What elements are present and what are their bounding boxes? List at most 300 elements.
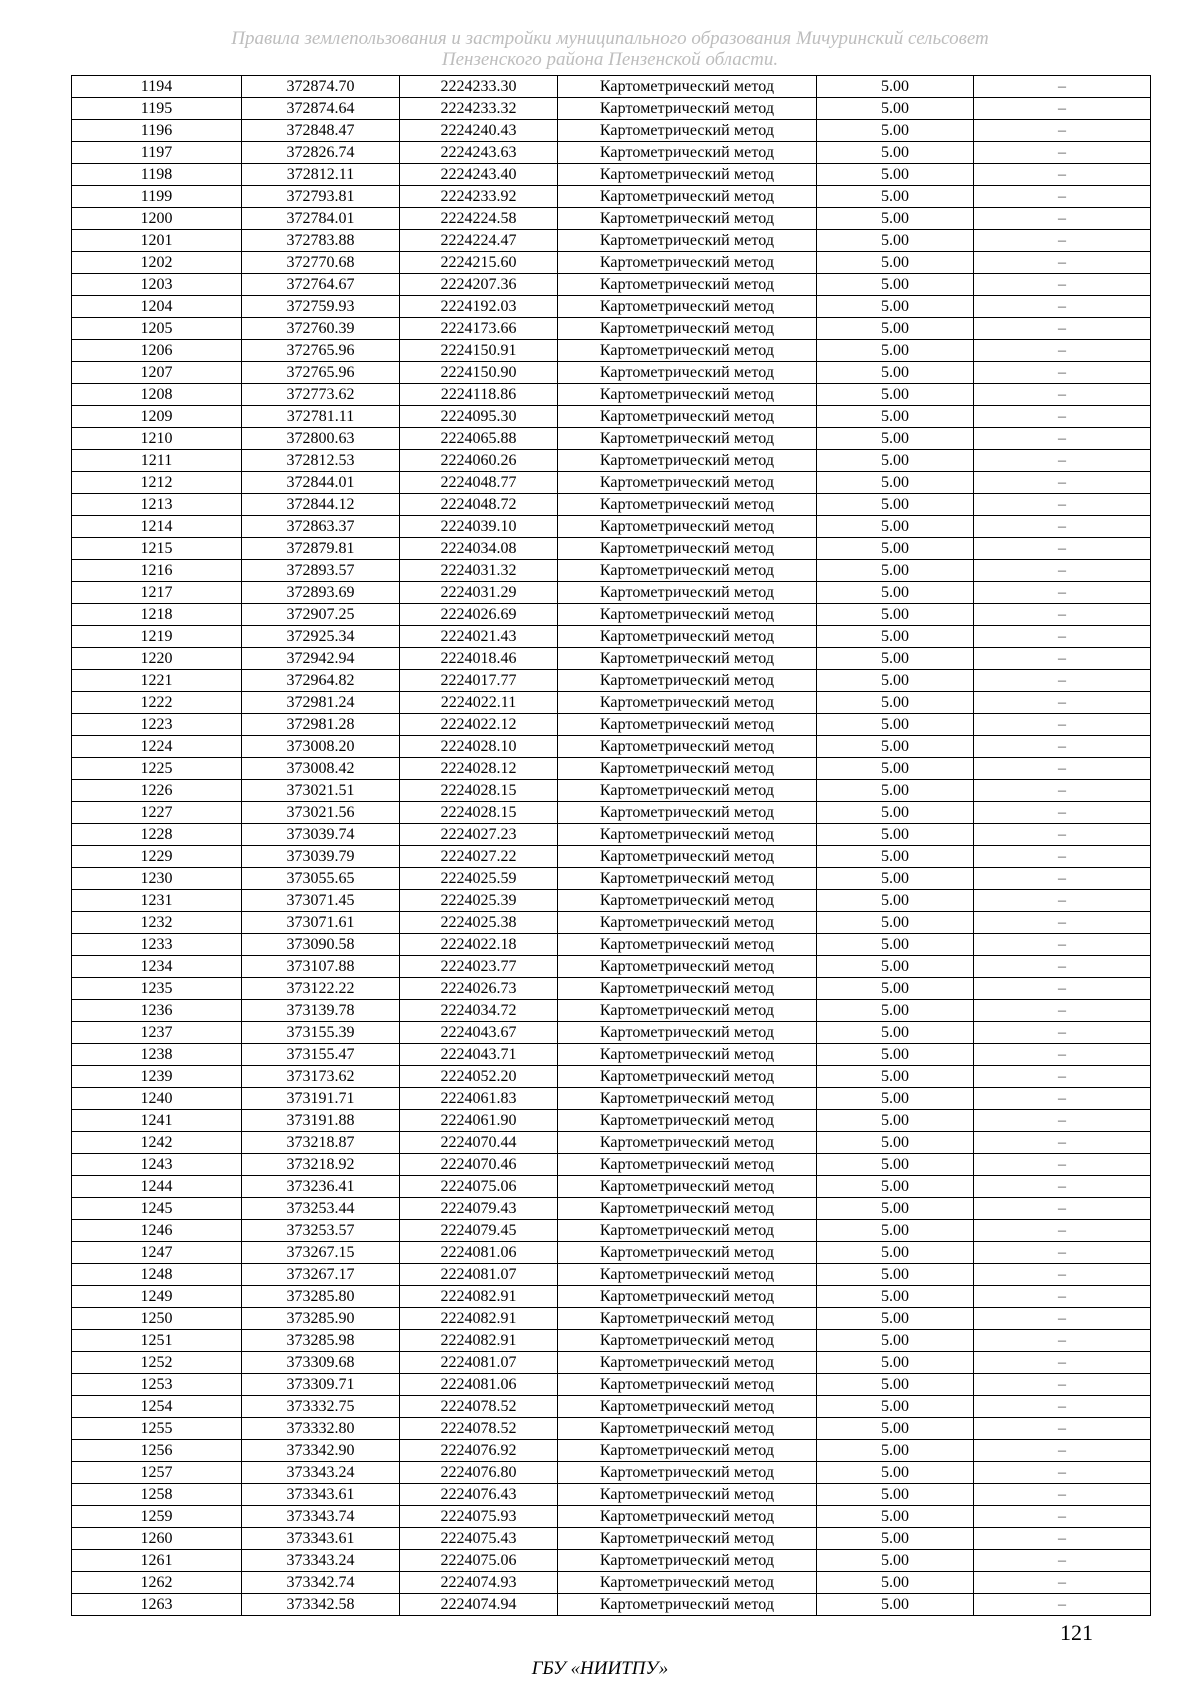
method-cell: Картометрический метод bbox=[558, 890, 817, 912]
point-number-cell: 1223 bbox=[72, 714, 242, 736]
page-header bbox=[70, 28, 1150, 70]
table-row bbox=[72, 1022, 1151, 1044]
method-cell: Картометрический метод bbox=[558, 384, 817, 406]
table-row bbox=[72, 428, 1151, 450]
point-number-cell: 1195 bbox=[72, 98, 242, 120]
point-number-cell: 1262 bbox=[72, 1572, 242, 1594]
y-coordinate-cell: 2224070.46 bbox=[400, 1154, 558, 1176]
point-number-cell: 1211 bbox=[72, 450, 242, 472]
method-cell: Картометрический метод bbox=[558, 560, 817, 582]
x-coordinate-cell: 372765.96 bbox=[242, 340, 400, 362]
y-coordinate-cell: 2224027.22 bbox=[400, 846, 558, 868]
point-number-cell: 1217 bbox=[72, 582, 242, 604]
method-cell: Картометрический метод bbox=[558, 1594, 817, 1616]
x-coordinate-cell: 373285.80 bbox=[242, 1286, 400, 1308]
accuracy-cell: 5.00 bbox=[817, 604, 974, 626]
description-cell: – bbox=[974, 516, 1151, 538]
description-cell: – bbox=[974, 1528, 1151, 1550]
accuracy-cell: 5.00 bbox=[817, 428, 974, 450]
x-coordinate-cell: 373021.56 bbox=[242, 802, 400, 824]
table-row bbox=[72, 670, 1151, 692]
method-cell: Картометрический метод bbox=[558, 1110, 817, 1132]
method-cell: Картометрический метод bbox=[558, 868, 817, 890]
y-coordinate-cell: 2224028.10 bbox=[400, 736, 558, 758]
table-row bbox=[72, 1176, 1151, 1198]
description-cell: – bbox=[974, 1594, 1151, 1616]
coordinates-table-body bbox=[72, 76, 1151, 1616]
y-coordinate-cell: 2224075.06 bbox=[400, 1176, 558, 1198]
table-row bbox=[72, 626, 1151, 648]
description-cell: – bbox=[974, 1418, 1151, 1440]
description-cell: – bbox=[974, 1022, 1151, 1044]
point-number-cell: 1200 bbox=[72, 208, 242, 230]
y-coordinate-cell: 2224079.45 bbox=[400, 1220, 558, 1242]
y-coordinate-cell: 2224018.46 bbox=[400, 648, 558, 670]
x-coordinate-cell: 372800.63 bbox=[242, 428, 400, 450]
y-coordinate-cell: 2224028.12 bbox=[400, 758, 558, 780]
method-cell: Картометрический метод bbox=[558, 604, 817, 626]
table-row bbox=[72, 208, 1151, 230]
description-cell: – bbox=[974, 340, 1151, 362]
x-coordinate-cell: 373343.61 bbox=[242, 1528, 400, 1550]
accuracy-cell: 5.00 bbox=[817, 626, 974, 648]
x-coordinate-cell: 372812.11 bbox=[242, 164, 400, 186]
x-coordinate-cell: 373218.87 bbox=[242, 1132, 400, 1154]
table-row bbox=[72, 1308, 1151, 1330]
table-row bbox=[72, 384, 1151, 406]
accuracy-cell: 5.00 bbox=[817, 736, 974, 758]
accuracy-cell: 5.00 bbox=[817, 956, 974, 978]
y-coordinate-cell: 2224082.91 bbox=[400, 1308, 558, 1330]
table-row bbox=[72, 780, 1151, 802]
table-row bbox=[72, 1264, 1151, 1286]
y-coordinate-cell: 2224150.90 bbox=[400, 362, 558, 384]
method-cell: Картометрический метод bbox=[558, 1484, 817, 1506]
table-row bbox=[72, 274, 1151, 296]
description-cell: – bbox=[974, 538, 1151, 560]
point-number-cell: 1246 bbox=[72, 1220, 242, 1242]
x-coordinate-cell: 372844.01 bbox=[242, 472, 400, 494]
point-number-cell: 1224 bbox=[72, 736, 242, 758]
x-coordinate-cell: 372874.70 bbox=[242, 76, 400, 98]
description-cell: – bbox=[974, 362, 1151, 384]
table-row bbox=[72, 1154, 1151, 1176]
description-cell: – bbox=[974, 956, 1151, 978]
method-cell: Картометрический метод bbox=[558, 1330, 817, 1352]
accuracy-cell: 5.00 bbox=[817, 912, 974, 934]
description-cell: – bbox=[974, 142, 1151, 164]
method-cell: Картометрический метод bbox=[558, 208, 817, 230]
x-coordinate-cell: 373173.62 bbox=[242, 1066, 400, 1088]
accuracy-cell: 5.00 bbox=[817, 582, 974, 604]
accuracy-cell: 5.00 bbox=[817, 934, 974, 956]
description-cell: – bbox=[974, 296, 1151, 318]
y-coordinate-cell: 2224095.30 bbox=[400, 406, 558, 428]
table-row bbox=[72, 758, 1151, 780]
y-coordinate-cell: 2224025.59 bbox=[400, 868, 558, 890]
method-cell: Картометрический метод bbox=[558, 142, 817, 164]
accuracy-cell: 5.00 bbox=[817, 1044, 974, 1066]
y-coordinate-cell: 2224022.11 bbox=[400, 692, 558, 714]
y-coordinate-cell: 2224150.91 bbox=[400, 340, 558, 362]
method-cell: Картометрический метод bbox=[558, 274, 817, 296]
header-line-1: Правила землепользования и застройки муниципального образования Мичуринский сельсовет bbox=[231, 28, 989, 49]
x-coordinate-cell: 373039.79 bbox=[242, 846, 400, 868]
table-row bbox=[72, 868, 1151, 890]
table-row bbox=[72, 252, 1151, 274]
accuracy-cell: 5.00 bbox=[817, 208, 974, 230]
method-cell: Картометрический метод bbox=[558, 1418, 817, 1440]
point-number-cell: 1249 bbox=[72, 1286, 242, 1308]
method-cell: Картометрический метод bbox=[558, 714, 817, 736]
accuracy-cell: 5.00 bbox=[817, 274, 974, 296]
point-number-cell: 1257 bbox=[72, 1462, 242, 1484]
accuracy-cell: 5.00 bbox=[817, 142, 974, 164]
accuracy-cell: 5.00 bbox=[817, 758, 974, 780]
y-coordinate-cell: 2224207.36 bbox=[400, 274, 558, 296]
point-number-cell: 1209 bbox=[72, 406, 242, 428]
description-cell: – bbox=[974, 824, 1151, 846]
accuracy-cell: 5.00 bbox=[817, 1528, 974, 1550]
table-row bbox=[72, 934, 1151, 956]
method-cell: Картометрический метод bbox=[558, 296, 817, 318]
table-row bbox=[72, 1132, 1151, 1154]
table-row bbox=[72, 472, 1151, 494]
point-number-cell: 1247 bbox=[72, 1242, 242, 1264]
accuracy-cell: 5.00 bbox=[817, 1396, 974, 1418]
method-cell: Картометрический метод bbox=[558, 362, 817, 384]
table-row bbox=[72, 890, 1151, 912]
point-number-cell: 1194 bbox=[72, 76, 242, 98]
method-cell: Картометрический метод bbox=[558, 1286, 817, 1308]
y-coordinate-cell: 2224026.69 bbox=[400, 604, 558, 626]
table-row bbox=[72, 1396, 1151, 1418]
method-cell: Картометрический метод bbox=[558, 626, 817, 648]
table-row bbox=[72, 978, 1151, 1000]
accuracy-cell: 5.00 bbox=[817, 494, 974, 516]
x-coordinate-cell: 372793.81 bbox=[242, 186, 400, 208]
x-coordinate-cell: 373218.92 bbox=[242, 1154, 400, 1176]
point-number-cell: 1212 bbox=[72, 472, 242, 494]
accuracy-cell: 5.00 bbox=[817, 76, 974, 98]
method-cell: Картометрический метод bbox=[558, 1462, 817, 1484]
method-cell: Картометрический метод bbox=[558, 494, 817, 516]
description-cell: – bbox=[974, 736, 1151, 758]
point-number-cell: 1196 bbox=[72, 120, 242, 142]
table-row bbox=[72, 692, 1151, 714]
method-cell: Картометрический метод bbox=[558, 252, 817, 274]
accuracy-cell: 5.00 bbox=[817, 890, 974, 912]
y-coordinate-cell: 2224224.47 bbox=[400, 230, 558, 252]
y-coordinate-cell: 2224022.12 bbox=[400, 714, 558, 736]
point-number-cell: 1228 bbox=[72, 824, 242, 846]
page-footer: ГБУ «НИИТПУ» bbox=[531, 1658, 669, 1679]
accuracy-cell: 5.00 bbox=[817, 164, 974, 186]
table-row bbox=[72, 142, 1151, 164]
description-cell: – bbox=[974, 890, 1151, 912]
accuracy-cell: 5.00 bbox=[817, 296, 974, 318]
point-number-cell: 1236 bbox=[72, 1000, 242, 1022]
description-cell: – bbox=[974, 1352, 1151, 1374]
table-row bbox=[72, 560, 1151, 582]
point-number-cell: 1225 bbox=[72, 758, 242, 780]
table-row bbox=[72, 1088, 1151, 1110]
accuracy-cell: 5.00 bbox=[817, 1506, 974, 1528]
table-row bbox=[72, 582, 1151, 604]
x-coordinate-cell: 373342.90 bbox=[242, 1440, 400, 1462]
description-cell: – bbox=[974, 846, 1151, 868]
accuracy-cell: 5.00 bbox=[817, 824, 974, 846]
description-cell: – bbox=[974, 252, 1151, 274]
x-coordinate-cell: 373253.57 bbox=[242, 1220, 400, 1242]
y-coordinate-cell: 2224233.30 bbox=[400, 76, 558, 98]
description-cell: – bbox=[974, 1220, 1151, 1242]
point-number-cell: 1254 bbox=[72, 1396, 242, 1418]
x-coordinate-cell: 373021.51 bbox=[242, 780, 400, 802]
y-coordinate-cell: 2224076.43 bbox=[400, 1484, 558, 1506]
point-number-cell: 1234 bbox=[72, 956, 242, 978]
y-coordinate-cell: 2224052.20 bbox=[400, 1066, 558, 1088]
header-line-2: Пензенского района Пензенской области. bbox=[441, 49, 779, 70]
description-cell: – bbox=[974, 406, 1151, 428]
method-cell: Картометрический метод bbox=[558, 1132, 817, 1154]
x-coordinate-cell: 372781.11 bbox=[242, 406, 400, 428]
accuracy-cell: 5.00 bbox=[817, 1594, 974, 1616]
description-cell: – bbox=[974, 230, 1151, 252]
point-number-cell: 1207 bbox=[72, 362, 242, 384]
method-cell: Картометрический метод bbox=[558, 846, 817, 868]
y-coordinate-cell: 2224118.86 bbox=[400, 384, 558, 406]
point-number-cell: 1218 bbox=[72, 604, 242, 626]
point-number-cell: 1256 bbox=[72, 1440, 242, 1462]
y-coordinate-cell: 2224240.43 bbox=[400, 120, 558, 142]
x-coordinate-cell: 372907.25 bbox=[242, 604, 400, 626]
description-cell: – bbox=[974, 1110, 1151, 1132]
accuracy-cell: 5.00 bbox=[817, 406, 974, 428]
description-cell: – bbox=[974, 450, 1151, 472]
method-cell: Картометрический метод bbox=[558, 582, 817, 604]
x-coordinate-cell: 373155.47 bbox=[242, 1044, 400, 1066]
point-number-cell: 1235 bbox=[72, 978, 242, 1000]
method-cell: Картометрический метод bbox=[558, 1176, 817, 1198]
accuracy-cell: 5.00 bbox=[817, 802, 974, 824]
accuracy-cell: 5.00 bbox=[817, 120, 974, 142]
x-coordinate-cell: 373155.39 bbox=[242, 1022, 400, 1044]
method-cell: Картометрический метод bbox=[558, 1088, 817, 1110]
y-coordinate-cell: 2224233.92 bbox=[400, 186, 558, 208]
accuracy-cell: 5.00 bbox=[817, 186, 974, 208]
point-number-cell: 1252 bbox=[72, 1352, 242, 1374]
description-cell: – bbox=[974, 626, 1151, 648]
y-coordinate-cell: 2224074.94 bbox=[400, 1594, 558, 1616]
accuracy-cell: 5.00 bbox=[817, 230, 974, 252]
point-number-cell: 1244 bbox=[72, 1176, 242, 1198]
description-cell: – bbox=[974, 1308, 1151, 1330]
point-number-cell: 1259 bbox=[72, 1506, 242, 1528]
x-coordinate-cell: 372759.93 bbox=[242, 296, 400, 318]
table-row bbox=[72, 296, 1151, 318]
description-cell: – bbox=[974, 1176, 1151, 1198]
method-cell: Картометрический метод bbox=[558, 1396, 817, 1418]
x-coordinate-cell: 373285.90 bbox=[242, 1308, 400, 1330]
x-coordinate-cell: 373071.61 bbox=[242, 912, 400, 934]
x-coordinate-cell: 373343.24 bbox=[242, 1550, 400, 1572]
method-cell: Картометрический метод bbox=[558, 340, 817, 362]
method-cell: Картометрический метод bbox=[558, 1220, 817, 1242]
accuracy-cell: 5.00 bbox=[817, 1242, 974, 1264]
description-cell: – bbox=[974, 494, 1151, 516]
point-number-cell: 1242 bbox=[72, 1132, 242, 1154]
accuracy-cell: 5.00 bbox=[817, 384, 974, 406]
method-cell: Картометрический метод bbox=[558, 1066, 817, 1088]
point-number-cell: 1240 bbox=[72, 1088, 242, 1110]
x-coordinate-cell: 373071.45 bbox=[242, 890, 400, 912]
table-row bbox=[72, 1506, 1151, 1528]
x-coordinate-cell: 373039.74 bbox=[242, 824, 400, 846]
y-coordinate-cell: 2224070.44 bbox=[400, 1132, 558, 1154]
point-number-cell: 1237 bbox=[72, 1022, 242, 1044]
y-coordinate-cell: 2224021.43 bbox=[400, 626, 558, 648]
x-coordinate-cell: 373332.75 bbox=[242, 1396, 400, 1418]
y-coordinate-cell: 2224025.39 bbox=[400, 890, 558, 912]
method-cell: Картометрический метод bbox=[558, 1528, 817, 1550]
method-cell: Картометрический метод bbox=[558, 1506, 817, 1528]
point-number-cell: 1250 bbox=[72, 1308, 242, 1330]
accuracy-cell: 5.00 bbox=[817, 1330, 974, 1352]
x-coordinate-cell: 372848.47 bbox=[242, 120, 400, 142]
description-cell: – bbox=[974, 1286, 1151, 1308]
method-cell: Картометрический метод bbox=[558, 472, 817, 494]
accuracy-cell: 5.00 bbox=[817, 1374, 974, 1396]
method-cell: Картометрический метод bbox=[558, 692, 817, 714]
coordinates-table bbox=[71, 75, 1151, 1616]
description-cell: – bbox=[974, 1044, 1151, 1066]
point-number-cell: 1227 bbox=[72, 802, 242, 824]
y-coordinate-cell: 2224079.43 bbox=[400, 1198, 558, 1220]
table-row bbox=[72, 604, 1151, 626]
point-number-cell: 1226 bbox=[72, 780, 242, 802]
x-coordinate-cell: 372981.28 bbox=[242, 714, 400, 736]
y-coordinate-cell: 2224082.91 bbox=[400, 1330, 558, 1352]
table-row bbox=[72, 494, 1151, 516]
accuracy-cell: 5.00 bbox=[817, 1440, 974, 1462]
x-coordinate-cell: 372863.37 bbox=[242, 516, 400, 538]
point-number-cell: 1201 bbox=[72, 230, 242, 252]
x-coordinate-cell: 372925.34 bbox=[242, 626, 400, 648]
point-number-cell: 1233 bbox=[72, 934, 242, 956]
x-coordinate-cell: 372760.39 bbox=[242, 318, 400, 340]
table-row bbox=[72, 340, 1151, 362]
table-row bbox=[72, 1044, 1151, 1066]
accuracy-cell: 5.00 bbox=[817, 318, 974, 340]
accuracy-cell: 5.00 bbox=[817, 362, 974, 384]
accuracy-cell: 5.00 bbox=[817, 1176, 974, 1198]
method-cell: Картометрический метод bbox=[558, 98, 817, 120]
method-cell: Картометрический метод bbox=[558, 670, 817, 692]
description-cell: – bbox=[974, 604, 1151, 626]
y-coordinate-cell: 2224039.10 bbox=[400, 516, 558, 538]
table-row bbox=[72, 1220, 1151, 1242]
table-row bbox=[72, 802, 1151, 824]
x-coordinate-cell: 372942.94 bbox=[242, 648, 400, 670]
table-row bbox=[72, 1440, 1151, 1462]
y-coordinate-cell: 2224034.72 bbox=[400, 1000, 558, 1022]
point-number-cell: 1241 bbox=[72, 1110, 242, 1132]
y-coordinate-cell: 2224243.40 bbox=[400, 164, 558, 186]
method-cell: Картометрический метод bbox=[558, 1440, 817, 1462]
method-cell: Картометрический метод bbox=[558, 1022, 817, 1044]
x-coordinate-cell: 373342.74 bbox=[242, 1572, 400, 1594]
table-row bbox=[72, 1374, 1151, 1396]
accuracy-cell: 5.00 bbox=[817, 1022, 974, 1044]
accuracy-cell: 5.00 bbox=[817, 846, 974, 868]
description-cell: – bbox=[974, 384, 1151, 406]
description-cell: – bbox=[974, 560, 1151, 582]
table-row bbox=[72, 1462, 1151, 1484]
point-number-cell: 1206 bbox=[72, 340, 242, 362]
description-cell: – bbox=[974, 692, 1151, 714]
description-cell: – bbox=[974, 208, 1151, 230]
accuracy-cell: 5.00 bbox=[817, 648, 974, 670]
accuracy-cell: 5.00 bbox=[817, 538, 974, 560]
table-row bbox=[72, 648, 1151, 670]
method-cell: Картометрический метод bbox=[558, 1000, 817, 1022]
description-cell: – bbox=[974, 76, 1151, 98]
point-number-cell: 1213 bbox=[72, 494, 242, 516]
accuracy-cell: 5.00 bbox=[817, 1066, 974, 1088]
description-cell: – bbox=[974, 1264, 1151, 1286]
point-number-cell: 1229 bbox=[72, 846, 242, 868]
accuracy-cell: 5.00 bbox=[817, 1308, 974, 1330]
method-cell: Картометрический метод bbox=[558, 450, 817, 472]
y-coordinate-cell: 2224075.43 bbox=[400, 1528, 558, 1550]
table-row bbox=[72, 956, 1151, 978]
point-number-cell: 1203 bbox=[72, 274, 242, 296]
x-coordinate-cell: 373191.71 bbox=[242, 1088, 400, 1110]
y-coordinate-cell: 2224233.32 bbox=[400, 98, 558, 120]
y-coordinate-cell: 2224025.38 bbox=[400, 912, 558, 934]
description-cell: – bbox=[974, 868, 1151, 890]
x-coordinate-cell: 372964.82 bbox=[242, 670, 400, 692]
description-cell: – bbox=[974, 1374, 1151, 1396]
method-cell: Картометрический метод bbox=[558, 428, 817, 450]
accuracy-cell: 5.00 bbox=[817, 1264, 974, 1286]
table-row bbox=[72, 98, 1151, 120]
point-number-cell: 1239 bbox=[72, 1066, 242, 1088]
point-number-cell: 1197 bbox=[72, 142, 242, 164]
point-number-cell: 1248 bbox=[72, 1264, 242, 1286]
x-coordinate-cell: 373253.44 bbox=[242, 1198, 400, 1220]
y-coordinate-cell: 2224043.71 bbox=[400, 1044, 558, 1066]
coordinates-table-container bbox=[71, 75, 1150, 1616]
point-number-cell: 1220 bbox=[72, 648, 242, 670]
table-row bbox=[72, 1484, 1151, 1506]
accuracy-cell: 5.00 bbox=[817, 714, 974, 736]
x-coordinate-cell: 372764.67 bbox=[242, 274, 400, 296]
y-coordinate-cell: 2224075.06 bbox=[400, 1550, 558, 1572]
x-coordinate-cell: 372783.88 bbox=[242, 230, 400, 252]
table-row bbox=[72, 1594, 1151, 1616]
description-cell: – bbox=[974, 1088, 1151, 1110]
y-coordinate-cell: 2224081.06 bbox=[400, 1242, 558, 1264]
point-number-cell: 1245 bbox=[72, 1198, 242, 1220]
y-coordinate-cell: 2224081.06 bbox=[400, 1374, 558, 1396]
x-coordinate-cell: 373139.78 bbox=[242, 1000, 400, 1022]
x-coordinate-cell: 372812.53 bbox=[242, 450, 400, 472]
method-cell: Картометрический метод bbox=[558, 1242, 817, 1264]
x-coordinate-cell: 372826.74 bbox=[242, 142, 400, 164]
method-cell: Картометрический метод bbox=[558, 802, 817, 824]
